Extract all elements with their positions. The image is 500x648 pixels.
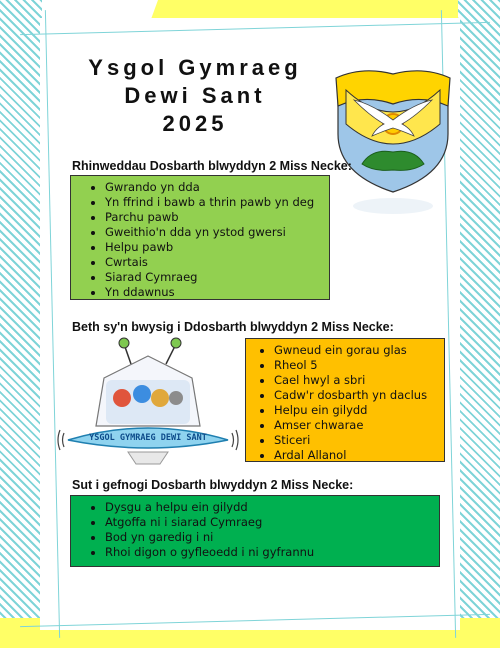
stripe-left — [0, 0, 42, 648]
list-item: Amser chwarae — [274, 418, 444, 433]
section2-box — [245, 338, 445, 462]
robot-banner-text: YSGOL GYMRAEG DEWI SANT — [89, 433, 207, 443]
list-item: Yn ddawnus — [105, 285, 329, 300]
list-item: Gwrando yn dda — [105, 180, 329, 195]
list-item: Atgoffa ni i siarad Cymraeg — [105, 515, 439, 530]
list-item: Dysgu a helpu ein gilydd — [105, 500, 439, 515]
list-item: Gweithio'n dda yn ystod gwersi — [105, 225, 329, 240]
title-line-1: Ysgol Gymraeg — [88, 55, 302, 80]
list-item: Helpu ein gilydd — [274, 403, 444, 418]
section3-heading: Sut i gefnogi Dosbarth blwyddyn 2 Miss Necke: — [72, 478, 354, 492]
section2-heading: Beth sy'n bwysig i Ddosbarth blwyddyn 2 Miss Necke: — [72, 320, 394, 334]
section1-box — [70, 175, 330, 300]
stripe-right — [458, 0, 500, 648]
section1-list — [71, 176, 329, 300]
list-item: Rheol 5 — [274, 358, 444, 373]
title-line-3: 2025 — [162, 111, 228, 136]
list-item: Ardal Allanol — [274, 448, 444, 463]
section3-box — [70, 495, 440, 567]
section1-heading: Rhinweddau Dosbarth blwyddyn 2 Miss Necke: — [72, 159, 352, 173]
dove-shield-icon — [332, 64, 454, 224]
section3-list — [71, 496, 439, 560]
list-item: Rhoi digon o gyfleoedd i ni gyfrannu — [105, 545, 439, 560]
list-item: Helpu pawb — [105, 240, 329, 255]
list-item: Siarad Cymraeg — [105, 270, 329, 285]
list-item: Bod yn garedig i ni — [105, 530, 439, 545]
list-item: Yn ffrind i bawb a thrin pawb yn deg — [105, 195, 329, 210]
page-title — [60, 54, 330, 138]
robot-logo-icon — [56, 336, 240, 466]
list-item: Cadw'r dosbarth yn daclus — [274, 388, 444, 403]
list-item: Sticeri — [274, 433, 444, 448]
list-item: Gwneud ein gorau glas — [274, 343, 444, 358]
section2-list — [246, 339, 444, 463]
title-line-2: Dewi Sant — [124, 83, 266, 108]
list-item: Cwrtais — [105, 255, 329, 270]
list-item: Cael hwyl a sbri — [274, 373, 444, 388]
list-item: Parchu pawb — [105, 210, 329, 225]
